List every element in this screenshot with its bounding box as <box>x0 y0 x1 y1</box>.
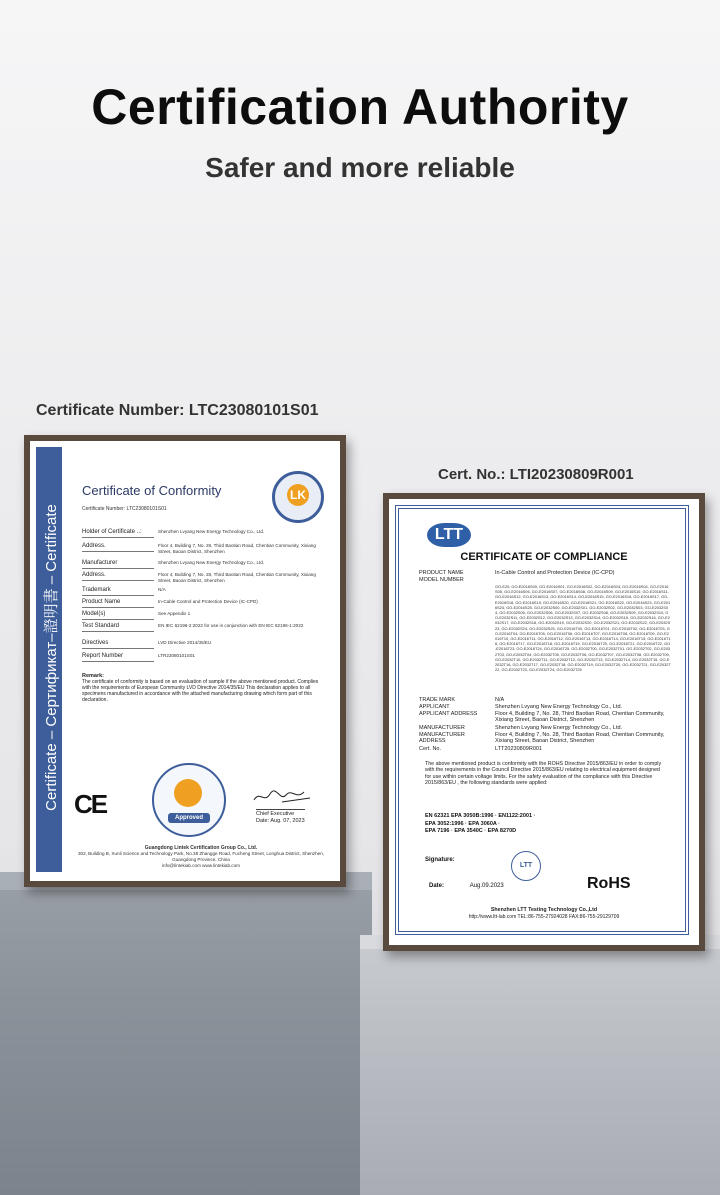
signed-date: Date: Aug. 07, 2023 <box>256 818 305 824</box>
standard-line: EPA 3052:1996 · EPA 3060A · <box>425 820 501 827</box>
row-label: Report Number <box>82 653 124 659</box>
model-number-list: GO-E20, GO-E2016S00, GO-E2016S01, GO-E2016S02, GO-E2016S03, GO-E2016S04, GO-E2016S05, GO-E2016S06, GO-E2016S07, GO-E2016S08, GO-E2016S09, GO-E2016S10, GO-E2016S11, GO-E2016S12, GO-E2016S13, GO-E2016S14, GO-E2016S15, GO-E2016S16, GO-E2016S17, GO-E2016S18, GO-E2016S19, GO-E2016S20, GO-E2016S21, GO-E2016S22, GO-E2016S23, GO-E2016S24, GO-E2016S25, GO-E2032S00, GO-E2032S01, GO-E2032S02, GO-E2032S03, GO-E2032S04, GO-E2032S05, GO-E2032S06, GO-E2032S07, GO-E2032S08, GO-E2032S09, GO-E2032S10, GO-E2032S11, GO-E2032S12, GO-E2032S13, GO-E2032S14, GO-E2032S15, GO-E2032S16, GO-E2032S17, GO-E2032S18, GO-E2032S19, GO-E2032S20, GO-E2032S21, GO-E2032S22, GO-E2032S23, GO-E2032S24, GO-E2032S25, GO-E2016T00, GO-E2016T01, GO-E2016T02, GO-E2016T03, GO-E2016T04, GO-E2016T05, GO-E2016T06, GO-E2016T07, GO-E2016T08, GO-E2016T09, GO-E2016T10, GO-E2016T11, GO-E2016T12, GO-E2016T13, GO-E2016T14, GO-E2016T15, GO-E2016T16, GO-E2016T17, GO-E2016T18, GO-E2016T19, GO-E2016T20, GO-E2016T21, GO-E2016T22, GO-E2016T23, GO-E2016T24, GO-E2016T25, GO-E2032T00, GO-E2032T01, GO-E2032T02, GO-E2032T03, GO-E2032T04, GO-E2032T05, GO-E2032T06, GO-E2032T07, GO-E2032T08, GO-E2032T09, GO-E2032T10, GO-E2032T11, GO-E2032T12, GO-E2032T13, GO-E2032T14, GO-E2032T15, GO-E2032T16, GO-E2032T17, GO-E2032T18, GO-E2032T19, GO-E2032T20, GO-E2032T21, GO-E2032T22, GO-E2032T23, GO-E2032T24, GO-E2032T25 <box>495 584 671 673</box>
row-underline <box>82 537 154 538</box>
rohs-mark: RoHS <box>587 875 631 892</box>
row-value: EN IEC 62196-2:2022 for use in conjunction with EN IEC 62196-1:2022 <box>158 623 304 628</box>
footer-contact: info@lintekiab.com www.lintekiab.com <box>162 863 240 868</box>
row-underline <box>82 551 154 552</box>
row-underline <box>82 580 154 581</box>
ltt-stamp-icon: LTT <box>511 851 541 881</box>
certificate-footer <box>389 907 699 921</box>
row-underline <box>82 619 154 620</box>
row-label: Trademark <box>82 587 111 593</box>
compliance-title: CERTIFICATE OF COMPLIANCE <box>460 551 628 563</box>
row-label: Holder of Certificate ..: <box>82 529 142 535</box>
lintek-logo-icon <box>272 471 324 523</box>
remark-text: The certificate of conformity is based on an evaluation of sample if the above mentioned product. Complies with the requirements of European Community LVD Directive 2014/35/EU This declaration applies to all specimens manufactured in accordance with the attached manufacturing drawing which form part of this declaration. <box>82 679 319 703</box>
date-block <box>429 883 504 889</box>
date-value: Aug.09.2023 <box>469 883 504 889</box>
row-underline <box>82 631 154 632</box>
standards-list <box>425 813 665 836</box>
row-value: N/A <box>495 697 505 703</box>
row-underline <box>82 648 154 649</box>
signer-title: Chief Executive <box>256 809 305 818</box>
row-label: Directives <box>82 640 109 646</box>
row-value: Shenzhen Lvyang New Energy Technology Co., Ltd. <box>158 529 265 534</box>
certificate-title: Certificate of Conformity <box>82 483 222 498</box>
row-value: LVD Directive 2014/35/EU <box>158 640 212 645</box>
page-subtitle: Safer and more reliable <box>205 152 515 183</box>
row-label: Test Standard <box>82 623 120 629</box>
row-label: MODEL NUMBER <box>419 577 464 583</box>
signer-block <box>256 809 305 825</box>
footer-company: Guangdong Lintek Certification Group Co., Ltd. <box>144 845 258 851</box>
row-value: Floor 4, Building 7, No. 28, Third Baotian Road, Chentian Community, Xixiang Street, Baoan District, Shenzhen <box>158 543 316 554</box>
row-underline <box>82 607 154 608</box>
row-value: Shenzhen Lvyang New Energy Technology Co., Ltd. <box>158 560 265 565</box>
page-title: Certification Authority <box>91 79 629 135</box>
row-label: Product Name <box>82 599 121 605</box>
approval-seal-icon <box>152 763 226 837</box>
right-pedestal <box>360 935 720 1195</box>
row-value: See Appendix 1 <box>158 611 191 616</box>
remark-label: Remark: <box>82 673 105 679</box>
left-certificate-frame <box>24 435 346 887</box>
footer-contact: http://www.ltt-lab.com TEL:86-755-27924028 FAX:86-755-29129709 <box>468 914 620 920</box>
compliance-statement: The above mentioned product is conformity with the ROHS Directive 2015/863/EU in order to comply with the requirements in the Council Directive 2015/863/EU relating to electrical equipment designed for use within certain voltage limits. For the safety evaluation of the compliance with this Directive 2015/863/EU , the following standards were applied: <box>425 761 662 786</box>
row-label: PRODUCT NAME <box>419 570 464 576</box>
row-value: Shenzhen Lvyang New Energy Technology Co., Ltd. <box>495 704 623 710</box>
row-underline <box>82 661 154 662</box>
signature-label: Signature: <box>425 857 455 863</box>
row-underline <box>82 568 154 569</box>
row-value: In-Cable Control and Protection Device (IC-CPD) <box>158 599 258 604</box>
certificate-footer <box>70 845 332 869</box>
row-label: Model(s) <box>82 611 106 617</box>
row-value: Floor 4, Building 7, No. 28, Third Baotian Road, Chentian Community, Xixiang Street, Baoan District, Shenzhen <box>495 711 665 724</box>
standard-line: EPA 7196 · EPA 3540C · EPA 8270D <box>425 828 517 834</box>
logo-letters: LK <box>287 484 309 506</box>
row-label: Cert. No. <box>419 746 442 752</box>
date-label: Date: <box>429 883 445 889</box>
row-value: Floor 4, Building 7, No. 28, Third Baotian Road, Chentian Community, Xixiang Street, Baoan District, Shenzhen <box>495 732 665 745</box>
row-label: Address. <box>82 543 106 549</box>
row-label: MANUFACTURER ADDRESS <box>419 732 465 745</box>
side-band-text: Certificate – Сертификат–證明書 – Certificate <box>43 504 60 811</box>
footer-company: Shenzhen LTT Testing Technology Co.,Ltd <box>490 907 598 913</box>
remark-block <box>82 673 322 703</box>
left-pedestal <box>0 872 372 1195</box>
row-value: LTR23080101S01 <box>158 653 195 658</box>
standard-line: EN 62321 EPA 3050B:1996 · EN1122:2001 · <box>425 813 536 819</box>
right-certificate-caption: Cert. No.: LTI20230809R001 <box>438 466 634 483</box>
row-label: APPLICANT <box>419 704 450 710</box>
row-value: Shenzhen Lvyang New Energy Technology Co., Ltd. <box>495 725 623 731</box>
signature-icon <box>252 786 312 806</box>
row-label: APPLICANT ADDRESS <box>419 711 478 717</box>
row-label: Manufacturer <box>82 560 118 566</box>
row-value: LTT20230809R001 <box>495 746 542 752</box>
ltt-logo-icon: LTT <box>427 523 471 547</box>
right-certificate-frame <box>383 493 705 951</box>
footer-address: 302, Building B, Xunli Science and Technology Park, No.38 Zhangge Road, Fucheng Street, Longhua District, Shenzhen, Guangdong Province, China <box>77 851 325 862</box>
row-value: In-Cable Control and Protection Device (IC-CPD) <box>495 570 615 576</box>
ce-mark: CE <box>74 789 107 819</box>
row-value: Floor 4, Building 7, No. 28, Third Baotian Road, Chentian Community, Xixiang Street, Baoan District, Shenzhen <box>158 572 316 583</box>
row-value: N/A <box>158 587 166 592</box>
certificate-number: Certificate Number: LTC23080101S01 <box>82 506 167 512</box>
seal-center <box>174 779 202 807</box>
row-label: TRADE MARK <box>419 697 456 703</box>
row-label: Address. <box>82 572 106 578</box>
left-certificate-caption: Certificate Number: LTC23080101S01 <box>36 402 319 419</box>
seal-approved-label: Approved <box>168 813 210 823</box>
certificate-side-band <box>36 447 62 872</box>
row-label: MANUFACTURER <box>419 725 465 731</box>
row-underline <box>82 595 154 596</box>
